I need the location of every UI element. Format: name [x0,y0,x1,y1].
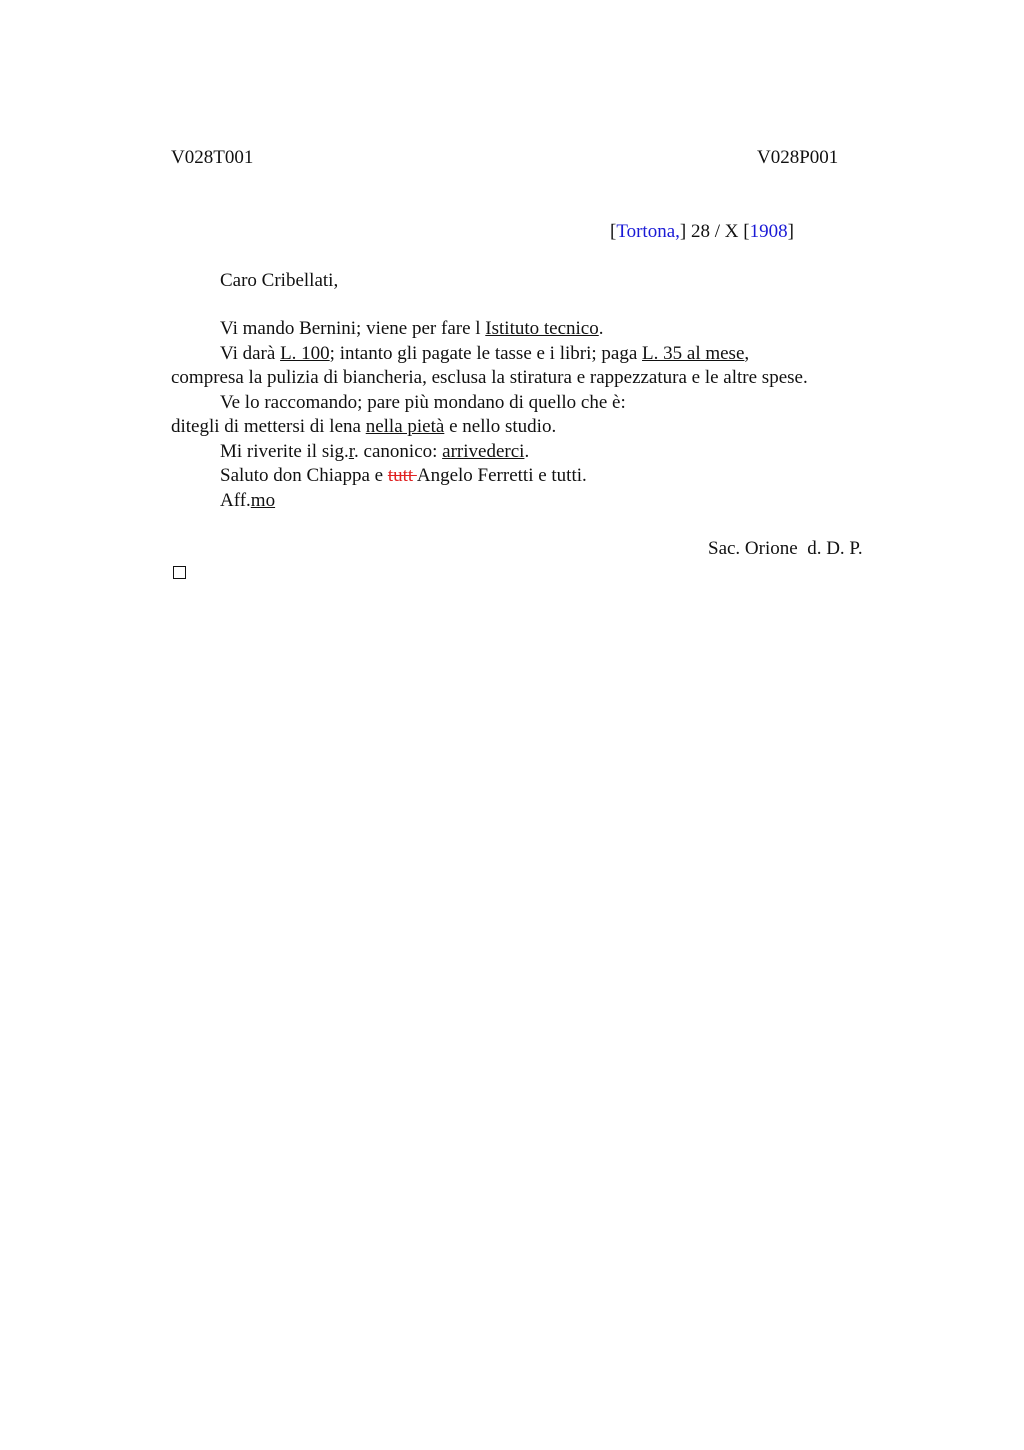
letter-line-7: Saluto don Chiappa e tutt Angelo Ferretti e tutti. [220,465,587,486]
dateline-date: 28 / X [690,221,739,242]
letter-line-5: ditegli di mettersi di lena nella pietà e nello studio. [171,416,557,437]
closing: Aff.mo [220,490,276,511]
struck-word: tutt [387,465,417,486]
letter-line-6: Mi riverite il sig.r. canonico: arrivederci. [220,441,530,462]
signature: Sac. Orione d. D. P. [708,538,863,559]
document-code-right: V028P001 [757,147,839,168]
dateline: [Tortona,] 28 / X [1908] [610,221,794,242]
dateline-place: Tortona, [616,221,680,242]
letter-line-1: Vi mando Bernini; viene per fare l Istituto tecnico. [220,318,604,339]
document-code-left: V028T001 [171,147,254,168]
checkbox-marker [173,566,186,579]
dateline-year: 1908 [749,221,788,242]
salutation: Caro Cribellati, [220,270,339,291]
letter-line-2: Vi darà L. 100; intanto gli pagate le tasse e i libri; paga L. 35 al mese, [220,343,750,364]
letter-line-3: compresa la pulizia di biancheria, esclusa la stiratura e rappezzatura e le altre spese. [171,367,808,388]
letter-line-4: Ve lo raccomando; pare più mondano di quello che è: [220,392,626,413]
